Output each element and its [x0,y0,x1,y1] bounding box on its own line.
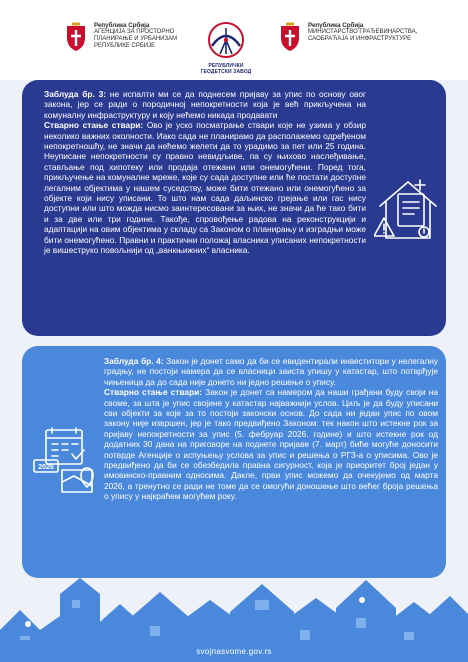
myth-4-text: Закон је донет само да би се евидентирали инвеститори у нелегалну градњу, не постоји намера да се власници заиста упишу у катастар, што потврђује чињеница да до сада није донето ни једно решење о упису. [104,356,438,387]
calendar-year: 2026 [38,464,54,471]
fact-4-label: Стварно стање ствари: [104,387,203,398]
myth-3-label: Заблуда бр. 3: [44,89,107,99]
fact-4-text: Закон је донет са намером да наши грађани буду своји на своме, за шта је упис својине у катастар најважнији услов. Циљ је да буду уписани сви објекти за које за то постоји законски основ. До сада ни један упис по овом закону није извршен, јер је тако предвиђено Законом: тек након што истекне рок за пријаву непокретности за упис (5. фебруар 2026. године) и што истекне рок од додатних 30 дана на приговоре на поднете пријаве (7. март) биће могуће доносити потврде Агенције о испуњењу услова за упис и решења о РГЗ-а о уписима. Ово је предвиђено да би се обезбедила правна сигурност, која је приоритет број један у имовинско-правним односима. Дакле, први упис можемо да очекујемо од марта 2026, а тренутно се ради не томе да се омогући доношење што већег броја решења о упису у најкраћем могућем року. [104,387,438,502]
header-right-institution [278,22,417,52]
myth-4-label: Заблуда бр. 4: [104,356,164,366]
fact-3-label: Стварно стање ствари: [44,120,144,131]
house-document-warning-icon [374,172,438,244]
myth-card-4-text [104,356,438,502]
header-left-line: ПЛАНИРАЊЕ И УРБАНИЗАМ [94,36,178,42]
header-right-title: Република Србија [308,22,364,29]
calendar-location-icon [32,426,96,498]
header-center-logo [193,20,259,75]
myth-card-3 [22,80,446,336]
header-left-institution [64,22,177,52]
myth-card-3-text [44,89,366,256]
myth-card-4 [22,346,446,578]
rgz-logo-icon [204,20,248,62]
footer-url[interactable]: svojnasvome.gov.rs [196,647,272,656]
header-left-title: Република Србија [94,22,150,29]
fact-3-text: Ово је уско посматрање ствари које не узима у обзир неколико важних околности. Иако сада не планирамо да располажемо одређеном непокретношћу, не значи да нећемо желети да то урадимо за пет или 25 година. Неуписане непокретности су правно невидљиве, па су њихово наслеђивање, стављање под хипотеку или продаја отежани или онемогућени. Поред тога, прикључење на комуналне мреже, које су сада доступне или ће постати доступне легалним објектима у нашем суседству, може бити отежано или онемогућено за објекте који нису уписани. То што нам сада даљинско грејање или гас нису доступни или што можда нисмо заинтересовани за њих, не значи да ће тако бити и за две или три године. Такође, спровођење радова на реконструкцији и адаптацији на овим објектима у складу са Законом о планирању и изградњи може бити онемогућено. Правни и практични положај власника уписаних непокретности је вишеструко повољнији од „ванкњижних“ власника. [44,120,366,256]
header-left-line: РЕПУБЛИКЕ СРБИЈЕ [94,43,156,49]
header-left-line: АГЕНЦИЈА ЗА ПРОСТОРНО [94,29,175,35]
header-right-line: МИНИСТАРСТВО ГРАЂЕВИНАРСТВА, [308,29,418,35]
serbia-crest-icon [278,22,302,52]
serbia-crest-icon [64,22,88,52]
page-header [0,0,468,80]
header-right-line: САОБРАЋАЈА И ИНФРАСТРУКТУРЕ [308,36,412,42]
header-center-caption: РЕПУБЛИЧКИ ГЕОДЕТСКИ ЗАВОД [200,63,252,75]
myth-3-text: не испалти ми се да поднесем пријаву за упис по основу овог закона, јер се ради о породичној непокретности која је већ прикључена на комуналну инфраструктуру и коју нећемо никада продавати [44,89,366,120]
